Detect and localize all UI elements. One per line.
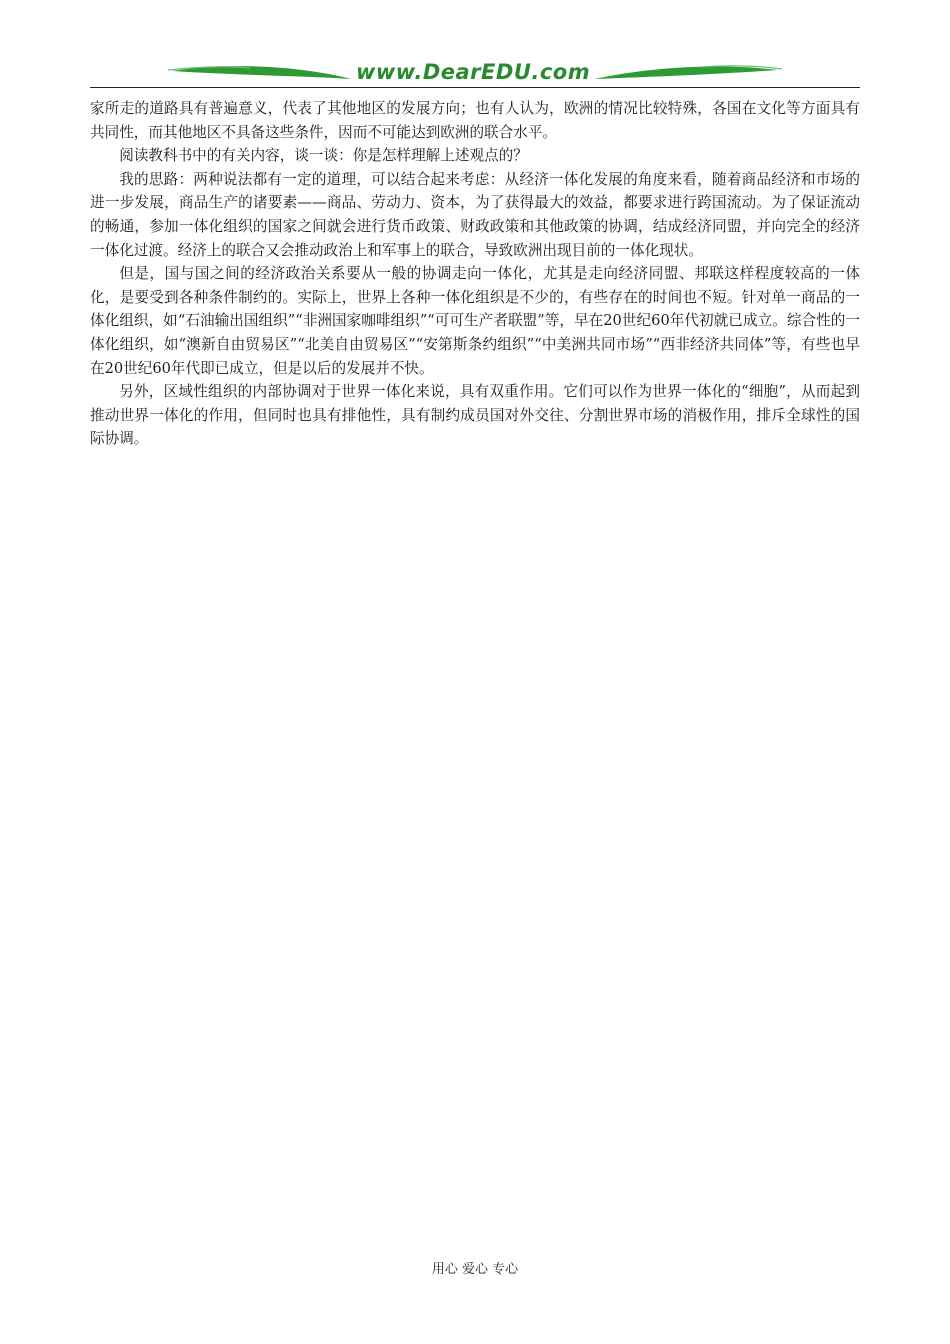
site-logo: www.DearEDU.com xyxy=(356,60,591,84)
page-footer: 用心 爱心 专心 xyxy=(431,1262,519,1277)
paragraph-dual-role: 另外，区域性组织的内部协调对于世界一体化来说，具有双重作用。它们可以作为世界一体化的“细胞”，从而起到推动世界一体化的作用，但同时也具有排他性，具有制约成员国对外交往、分割世界市场的消极作用，排斥全球性的国际协调。 xyxy=(90,383,860,448)
paragraph-continuation: 家所走的道路具有普遍意义，代表了其他地区的发展方向；也有人认为，欧洲的情况比较特殊，各国在文化等方面具有共同性，而其他地区不具备这些条件，因而不可能达到欧洲的联合水平。 xyxy=(90,100,860,141)
document-body xyxy=(90,97,860,451)
header-divider xyxy=(90,87,860,88)
paragraph-constraints: 但是，国与国之间的经济政治关系要从一般的协调走向一体化，尤其是走向经济同盟、邦联这样程度较高的一体化，是要受到各种条件制约的。实际上，世界上各种一体化组织是不少的，有些存在的时间也不短。针对单一商品的一体化组织，如“石油输出国组织”“非洲国家咖啡组织”“可可生产者联盟”等，早在20世纪60年代初就已成立。综合性的一体化组织，如“澳新自由贸易区”“北美自由贸易区”“安第斯条约组织”“中美洲共同市场”“西非经济共同体”等，有些也早在20世纪60年代即已成立，但是以后的发展并不快。 xyxy=(90,265,860,377)
paragraph-question: 阅读教科书中的有关内容，谈一谈：你是怎样理解上述观点的？ xyxy=(119,147,528,165)
paragraph-thinking: 我的思路：两种说法都有一定的道理，可以结合起来考虑：从经济一体化发展的角度来看，随着商品经济和市场的进一步发展，商品生产的诸要素——商品、劳动力、资本，为了获得最大的效益，都要求进行跨国流动。为了保证流动的畅通，参加一体化组织的国家之间就会进行货币政策、财政政策和其他政策的协调，结成经济同盟，并向完全的经济一体化过渡。经济上的联合又会推动政治上和军事上的联合，导致欧洲出现目前的一体化现状。 xyxy=(90,170,860,259)
page-header xyxy=(0,0,950,95)
